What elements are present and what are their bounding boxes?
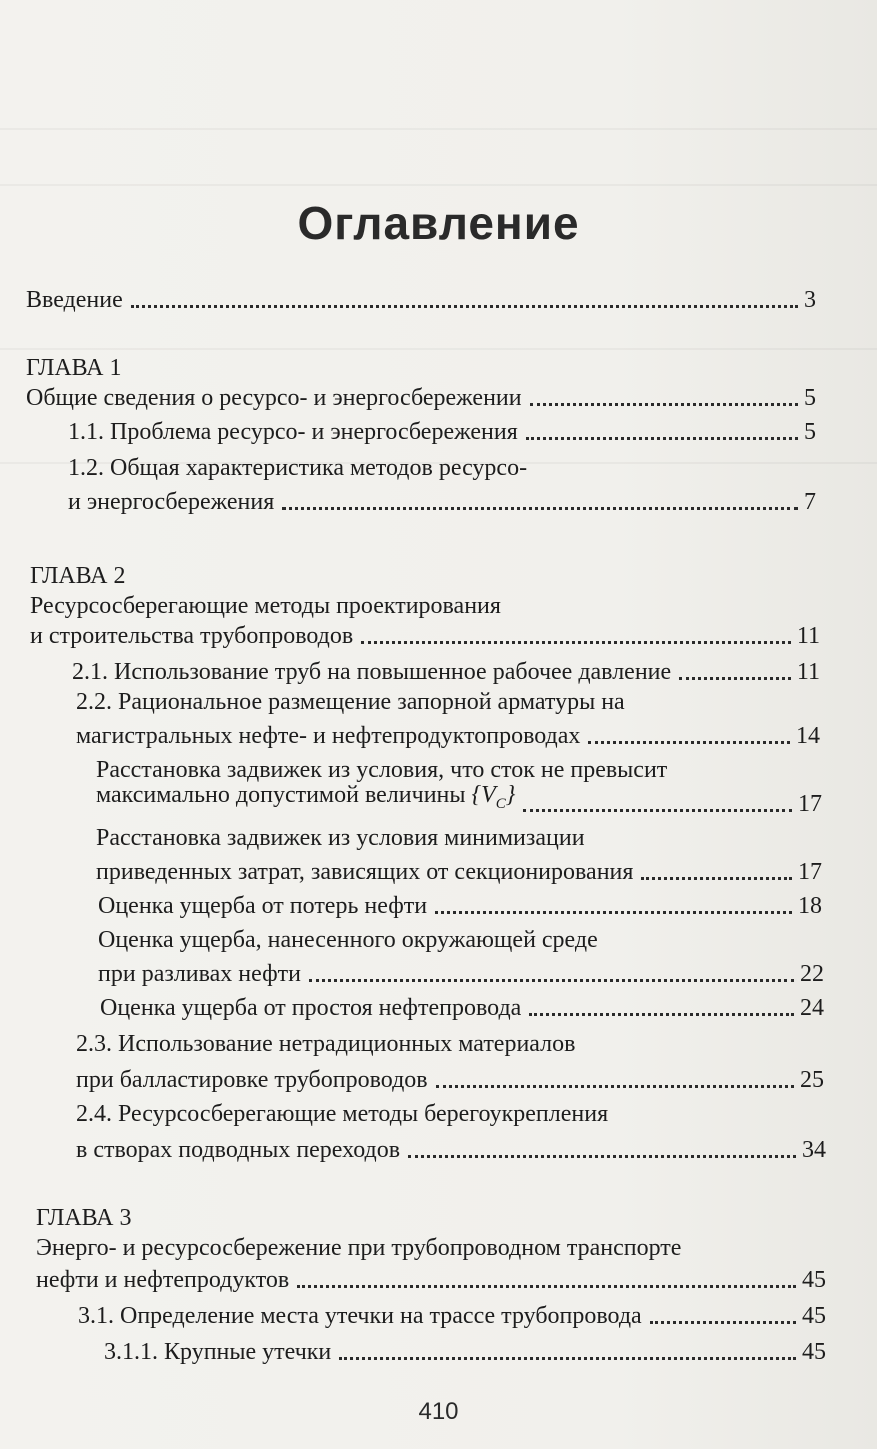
dot-leader <box>641 877 792 880</box>
dot-leader <box>309 979 794 982</box>
dot-leader <box>523 809 792 812</box>
show-through-line <box>0 128 877 130</box>
dot-leader <box>650 1321 796 1324</box>
dot-leader <box>526 437 798 440</box>
toc-entry-text-main: максимально допустимой величины <box>96 782 466 809</box>
formula-brace: } <box>505 782 516 809</box>
dot-leader <box>435 911 792 914</box>
toc-page-number: 5 <box>804 385 816 411</box>
toc-entry-chapter-1[interactable] <box>26 378 816 412</box>
chapter-label: ГЛАВА 2 <box>30 563 126 589</box>
show-through-line <box>0 348 877 350</box>
toc-entry-section-2-2[interactable] <box>76 716 820 750</box>
toc-entry-section-2-1[interactable] <box>72 652 820 686</box>
toc-entry-text: 2.3. Использование нетрадиционных материалов <box>76 1031 576 1057</box>
toc-page-number: 34 <box>802 1137 826 1163</box>
toc-entry-valve-placement-costs[interactable] <box>96 852 822 886</box>
show-through-line <box>0 184 877 186</box>
toc-entry-text: Расстановка задвижек из условия минимизации <box>96 825 585 851</box>
toc-entry-text: магистральных нефте- и нефтепродуктопроводах <box>76 723 581 749</box>
dot-leader <box>679 677 791 680</box>
dot-leader <box>297 1285 796 1288</box>
toc-page-number: 45 <box>802 1267 826 1293</box>
toc-page-number: 11 <box>796 623 820 649</box>
toc-entry-downtime-damage[interactable] <box>100 988 824 1022</box>
dot-leader <box>530 403 798 406</box>
toc-entry-valve-placement-runoff[interactable] <box>96 784 822 818</box>
dot-leader <box>361 641 791 644</box>
toc-entry-text: при разливах нефти <box>98 961 301 987</box>
toc-entry-text: Оценка ущерба от простоя нефтепровода <box>100 995 522 1021</box>
dot-leader <box>282 507 798 510</box>
toc-page-number: 25 <box>800 1067 824 1093</box>
toc-page-number: 24 <box>800 995 824 1021</box>
dot-leader <box>131 305 798 308</box>
toc-page-number: 5 <box>804 419 816 445</box>
toc-entry-text: нефти и нефтепродуктов <box>36 1267 290 1293</box>
toc-entry-text: Оценка ущерба от потерь нефти <box>98 893 428 919</box>
chapter-label: ГЛАВА 1 <box>26 355 122 381</box>
toc-entry-text: и энергосбережения <box>68 489 275 515</box>
dot-leader <box>588 741 790 744</box>
toc-entry-section-3-1-1[interactable] <box>104 1332 826 1366</box>
toc-page-number: 18 <box>798 893 822 919</box>
toc-entry-text: 2.1. Использование труб на повышенное рабочее давление <box>72 659 672 685</box>
toc-page-number: 14 <box>796 723 820 749</box>
toc-entry-environment-damage[interactable] <box>98 954 824 988</box>
toc-entry-text: 3.1.1. Крупные утечки <box>104 1339 332 1365</box>
chapter-label: ГЛАВА 3 <box>36 1205 132 1231</box>
dot-leader <box>408 1155 796 1158</box>
toc-page-number: 45 <box>802 1339 826 1365</box>
dot-leader <box>529 1013 794 1016</box>
toc-page-number: 22 <box>800 961 824 987</box>
toc-page-number: 17 <box>798 791 822 817</box>
toc-entry-text: Энерго- и ресурсосбережение при трубопроводном транспорте <box>36 1235 682 1261</box>
toc-entry-text: Расстановка задвижек из условия, что сток не превысит <box>96 757 668 783</box>
dot-leader <box>436 1085 794 1088</box>
formula-subscript: C <box>495 796 506 812</box>
toc-entry-text: Введение <box>26 287 123 313</box>
toc-entry-chapter-3[interactable] <box>36 1260 826 1294</box>
toc-entry-text: 3.1. Определение места утечки на трассе трубопровода <box>78 1303 642 1329</box>
toc-entry-intro[interactable] <box>26 280 816 314</box>
page-title: Оглавление <box>297 197 580 249</box>
toc-entry-text: приведенных затрат, зависящих от секционирования <box>96 859 634 885</box>
toc-entry-text: Оценка ущерба, нанесенного окружающей среде <box>98 927 598 953</box>
toc-page-number: 11 <box>796 659 820 685</box>
toc-entry-section-1-2[interactable] <box>68 482 816 516</box>
toc-entry-section-3-1[interactable] <box>78 1296 826 1330</box>
toc-entry-text: 1.1. Проблема ресурсо- и энергосбережения <box>68 419 518 445</box>
formula-vc <box>471 782 516 812</box>
toc-entry-section-2-4[interactable] <box>76 1130 826 1164</box>
toc-page-number: 17 <box>798 859 822 885</box>
toc-entry-text: Ресурсосберегающие методы проектирования <box>30 593 501 619</box>
formula-v: {V <box>471 782 496 809</box>
toc-entry-text: 2.4. Ресурсосберегающие методы берегоукрепления <box>76 1101 609 1127</box>
toc-entry-section-2-3[interactable] <box>76 1060 824 1094</box>
toc-page-number: 3 <box>804 287 816 313</box>
toc-entry-text <box>96 781 515 818</box>
toc-entry-oil-loss-damage[interactable] <box>98 886 822 920</box>
toc-page-number: 7 <box>804 489 816 515</box>
toc-entry-section-1-1[interactable] <box>68 412 816 446</box>
toc-entry-text: 2.2. Рациональное размещение запорной арматуры на <box>76 689 625 715</box>
toc-page-number: 45 <box>802 1303 826 1329</box>
toc-entry-text: 1.2. Общая характеристика методов ресурсо- <box>68 455 528 481</box>
dot-leader <box>339 1357 796 1360</box>
toc-entry-text: и строительства трубопроводов <box>30 623 354 649</box>
toc-entry-text: Общие сведения о ресурсо- и энергосбережении <box>26 385 522 411</box>
page-number: 410 <box>418 1398 459 1425</box>
toc-entry-text: в створах подводных переходов <box>76 1137 401 1163</box>
toc-entry-text: при балластировке трубопроводов <box>76 1067 428 1093</box>
toc-entry-chapter-2[interactable] <box>30 616 820 650</box>
